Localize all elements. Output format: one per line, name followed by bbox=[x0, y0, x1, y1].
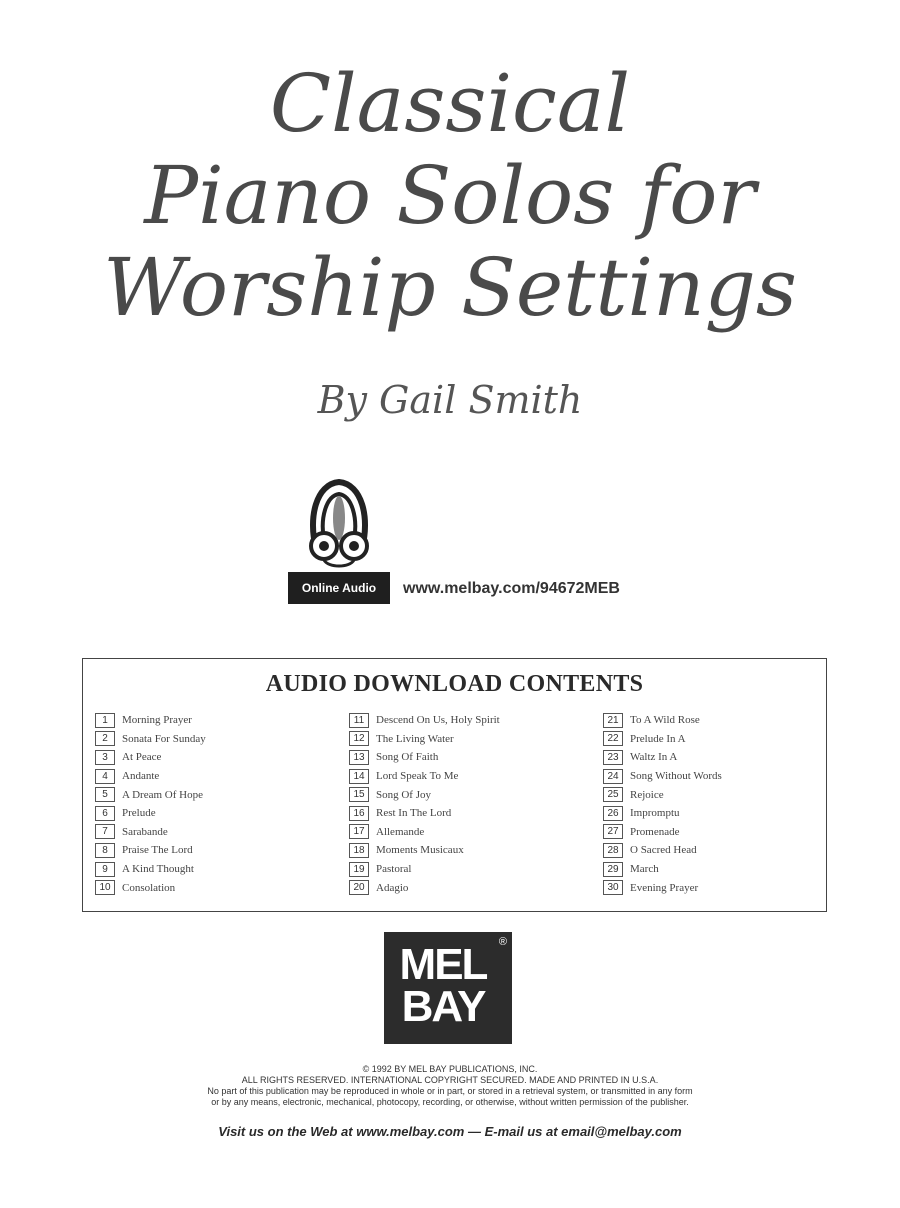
track-title: To A Wild Rose bbox=[630, 714, 700, 727]
track-title: Praise The Lord bbox=[122, 844, 193, 857]
track-item bbox=[349, 823, 500, 842]
track-title: Promenade bbox=[630, 825, 680, 838]
track-item bbox=[349, 841, 500, 860]
contents-heading: AUDIO DOWNLOAD CONTENTS bbox=[265, 671, 644, 697]
track-item bbox=[349, 785, 500, 804]
track-item bbox=[95, 767, 206, 786]
track-number: 7 bbox=[95, 824, 115, 839]
track-column-2 bbox=[349, 711, 500, 897]
logo-line-2: BAY bbox=[401, 982, 485, 1031]
track-title: Rejoice bbox=[630, 788, 664, 801]
track-title: Descend On Us, Holy Spirit bbox=[376, 714, 500, 727]
online-audio-badge bbox=[288, 478, 390, 604]
track-item bbox=[349, 878, 500, 897]
track-title: Waltz In A bbox=[630, 751, 678, 764]
track-number: 13 bbox=[349, 750, 369, 765]
track-title: The Living Water bbox=[376, 732, 454, 745]
track-number: 27 bbox=[603, 824, 623, 839]
copyright-line-1: © 1992 BY MEL BAY PUBLICATIONS, INC. bbox=[362, 1064, 538, 1074]
title-line-3: Worship Settings bbox=[103, 241, 797, 334]
track-item bbox=[603, 841, 722, 860]
track-title: O Sacred Head bbox=[630, 844, 697, 857]
audio-contents-box bbox=[82, 658, 827, 912]
track-title: Andante bbox=[122, 770, 160, 783]
track-item bbox=[603, 804, 722, 823]
track-title: Song Without Words bbox=[630, 770, 722, 783]
headphones-icon bbox=[288, 478, 390, 572]
track-title: Consolation bbox=[122, 881, 176, 894]
track-item bbox=[95, 785, 206, 804]
track-number: 4 bbox=[95, 769, 115, 784]
track-number: 28 bbox=[603, 843, 623, 858]
track-item bbox=[95, 748, 206, 767]
track-number: 15 bbox=[349, 787, 369, 802]
track-title: At Peace bbox=[122, 751, 162, 764]
track-item bbox=[95, 860, 206, 879]
track-title: Song Of Faith bbox=[376, 751, 439, 764]
track-number: 2 bbox=[95, 731, 115, 746]
track-title: Moments Musicaux bbox=[376, 844, 464, 857]
track-title: Lord Speak To Me bbox=[376, 770, 459, 783]
track-number: 18 bbox=[349, 843, 369, 858]
track-title: Allemande bbox=[376, 825, 425, 838]
track-item bbox=[603, 860, 722, 879]
track-item bbox=[603, 767, 722, 786]
track-title: Prelude bbox=[122, 807, 156, 820]
web-contact-line[interactable]: Visit us on the Web at www.melbay.com — E-mail us at email@melbay.com bbox=[218, 1124, 682, 1139]
track-number: 24 bbox=[603, 769, 623, 784]
track-number: 12 bbox=[349, 731, 369, 746]
copyright-notice bbox=[0, 1064, 900, 1108]
track-title: A Kind Thought bbox=[122, 863, 194, 876]
track-title: Impromptu bbox=[630, 807, 680, 820]
logo-line-1: MEL bbox=[399, 940, 487, 989]
track-number: 14 bbox=[349, 769, 369, 784]
online-audio-url[interactable]: www.melbay.com/94672MEB bbox=[403, 580, 620, 597]
title-line-2: Piano Solos for bbox=[144, 149, 756, 242]
track-title: Morning Prayer bbox=[122, 714, 192, 727]
track-number: 17 bbox=[349, 824, 369, 839]
track-item bbox=[349, 730, 500, 749]
track-title: Adagio bbox=[376, 881, 409, 894]
copyright-line-3: No part of this publication may be reproduced in whole or in part, or stored in a retrieval system, or transmitted in any form bbox=[207, 1086, 693, 1096]
track-number: 22 bbox=[603, 731, 623, 746]
track-item bbox=[95, 804, 206, 823]
track-number: 26 bbox=[603, 806, 623, 821]
track-number: 19 bbox=[349, 862, 369, 877]
track-number: 20 bbox=[349, 880, 369, 895]
track-number: 29 bbox=[603, 862, 623, 877]
track-item bbox=[349, 748, 500, 767]
registered-mark: ® bbox=[498, 936, 507, 948]
track-number: 25 bbox=[603, 787, 623, 802]
track-item bbox=[349, 711, 500, 730]
track-number: 5 bbox=[95, 787, 115, 802]
track-column-3 bbox=[603, 711, 722, 897]
track-title: Pastoral bbox=[376, 863, 412, 876]
track-number: 23 bbox=[603, 750, 623, 765]
online-audio-label: Online Audio bbox=[288, 572, 390, 604]
track-title: Sarabande bbox=[122, 825, 168, 838]
track-number: 16 bbox=[349, 806, 369, 821]
track-number: 10 bbox=[95, 880, 115, 895]
track-item bbox=[349, 804, 500, 823]
copyright-line-2: ALL RIGHTS RESERVED. INTERNATIONAL COPYRIGHT SECURED. MADE AND PRINTED IN U.S.A. bbox=[241, 1075, 659, 1085]
track-number: 8 bbox=[95, 843, 115, 858]
title-line-1: Classical bbox=[269, 57, 631, 150]
track-title: A Dream Of Hope bbox=[122, 788, 203, 801]
track-number: 9 bbox=[95, 862, 115, 877]
track-item bbox=[95, 878, 206, 897]
track-number: 30 bbox=[603, 880, 623, 895]
track-item bbox=[95, 730, 206, 749]
book-title bbox=[0, 58, 900, 334]
logo-wordmark bbox=[384, 940, 502, 1031]
track-number: 21 bbox=[603, 713, 623, 728]
track-item bbox=[95, 823, 206, 842]
copyright-line-4: or by any means, electronic, mechanical, photocopy, recording, or otherwise, without written permission of the publisher. bbox=[211, 1097, 689, 1107]
track-item bbox=[603, 730, 722, 749]
track-title: Sonata For Sunday bbox=[122, 732, 206, 745]
track-number: 3 bbox=[95, 750, 115, 765]
track-title: Evening Prayer bbox=[630, 881, 699, 894]
track-item bbox=[603, 711, 722, 730]
track-number: 1 bbox=[95, 713, 115, 728]
track-item bbox=[349, 767, 500, 786]
track-item bbox=[95, 711, 206, 730]
track-number: 6 bbox=[95, 806, 115, 821]
track-item bbox=[95, 841, 206, 860]
track-item bbox=[603, 823, 722, 842]
mel-bay-logo bbox=[384, 932, 512, 1044]
track-title: March bbox=[630, 863, 659, 876]
track-item bbox=[603, 748, 722, 767]
track-number: 11 bbox=[349, 713, 369, 728]
track-item bbox=[603, 785, 722, 804]
track-column-1 bbox=[95, 711, 206, 897]
author-byline: By Gail Smith bbox=[317, 378, 583, 422]
track-title: Rest In The Lord bbox=[376, 807, 452, 820]
track-item bbox=[603, 878, 722, 897]
track-title: Song Of Joy bbox=[376, 788, 432, 801]
track-title: Prelude In A bbox=[630, 732, 686, 745]
track-item bbox=[349, 860, 500, 879]
